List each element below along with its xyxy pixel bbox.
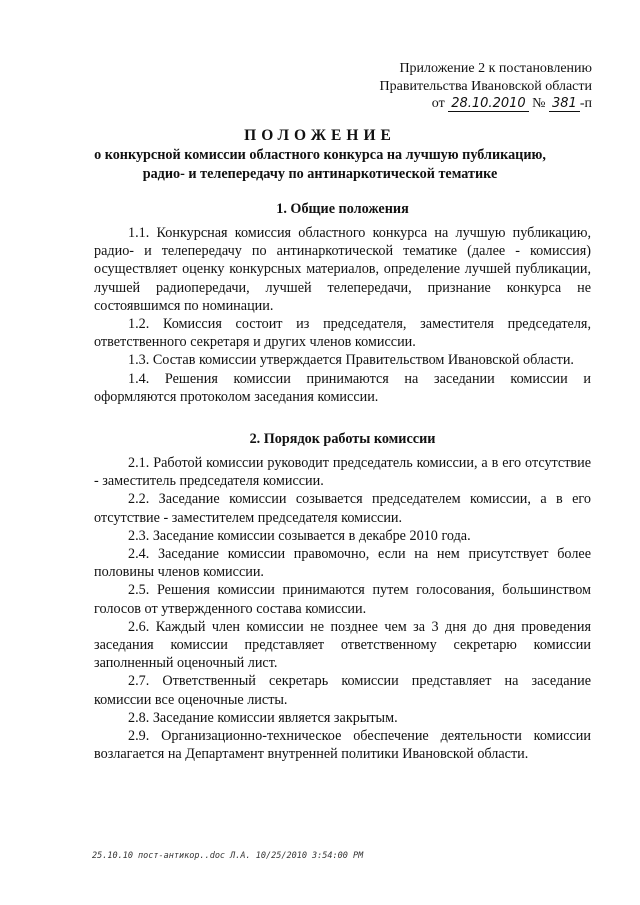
paragraph-1-1: 1.1. Конкурсная комиссия областного конкурса на лучшую публикацию, радио- и телепередачу по антинаркотической тематике (далее - комиссия) осуществляет оценку конкурсных материалов, определение лучшей публикации, лучшей радиопередачи, лучшей телепередачи, признание конкурса не состоявшимся по номинации.: [94, 225, 591, 314]
file-footer: 25.10.10 пост-антикор..doc Л.А. 10/25/2010 3:54:00 PM: [92, 851, 364, 861]
paragraph-2-9: 2.9. Организационно-техническое обеспечение деятельности комиссии возлагается на Департамент внутренней политики Ивановской области.: [94, 728, 591, 763]
appendix-note: [332, 60, 592, 113]
document-title: ПОЛОЖЕНИЕ: [244, 127, 396, 144]
handwritten-number: 381: [549, 96, 580, 112]
section-general-provisions: [94, 200, 591, 406]
paragraph-2-2: 2.2. Заседание комиссии созывается председателем комиссии, а в его отсутствие - заместителем председателя комиссии.: [94, 491, 591, 526]
appendix-date-line: [332, 95, 592, 113]
date-prefix: от: [431, 96, 445, 111]
paragraph-2-8: 2.8. Заседание комиссии является закрытым.: [128, 709, 398, 726]
section-work-procedure: [94, 430, 591, 763]
paragraph-2-5: 2.5. Решения комиссии принимаются путем голосования, большинством голосов от утвержденного состава комиссии.: [94, 582, 591, 617]
number-suffix: -п: [579, 96, 592, 111]
paragraph-2-6: 2.6. Каждый член комиссии не позднее чем за 3 дня до дня проведения заседания комиссии представляет ответственному секретарю комиссии заполненный оценочный лист.: [94, 618, 591, 672]
section-heading: 1. Общие положения: [276, 201, 409, 217]
paragraph-2-7: 2.7. Ответственный секретарь комиссии представляет на заседание комиссии все оценочные листы.: [94, 673, 591, 708]
paragraph-1-3: 1.3. Состав комиссии утверждается Правительством Ивановской области.: [128, 352, 574, 369]
appendix-line-2: Правительства Ивановской области: [379, 78, 592, 94]
document-title-block: [0, 126, 640, 184]
number-prefix: №: [532, 96, 546, 111]
handwritten-date: 28.10.2010: [448, 96, 528, 112]
paragraph-2-1: 2.1. Работой комиссии руководит председатель комиссии, а в его отсутствие - заместитель председателя комиссии.: [94, 455, 591, 490]
document-subtitle-line-1: о конкурсной комиссии областного конкурса на лучшую публикацию,: [94, 147, 546, 163]
paragraph-1-4: 1.4. Решения комиссии принимаются на заседании комиссии и оформляются протоколом заседания комиссии.: [94, 370, 591, 405]
section-heading: 2. Порядок работы комиссии: [249, 431, 436, 447]
document-subtitle-line-2: радио- и телепередачу по антинаркотической тематике: [142, 166, 498, 182]
paragraph-1-2: 1.2. Комиссия состоит из председателя, заместителя председателя, ответственного секретаря и других членов комиссии.: [94, 316, 591, 351]
paragraph-2-3: 2.3. Заседание комиссии созывается в декабре 2010 года.: [128, 527, 471, 544]
appendix-line-1: Приложение 2 к постановлению: [399, 61, 592, 76]
paragraph-2-4: 2.4. Заседание комиссии правомочно, если на нем присутствует более половины членов комиссии.: [94, 546, 591, 581]
